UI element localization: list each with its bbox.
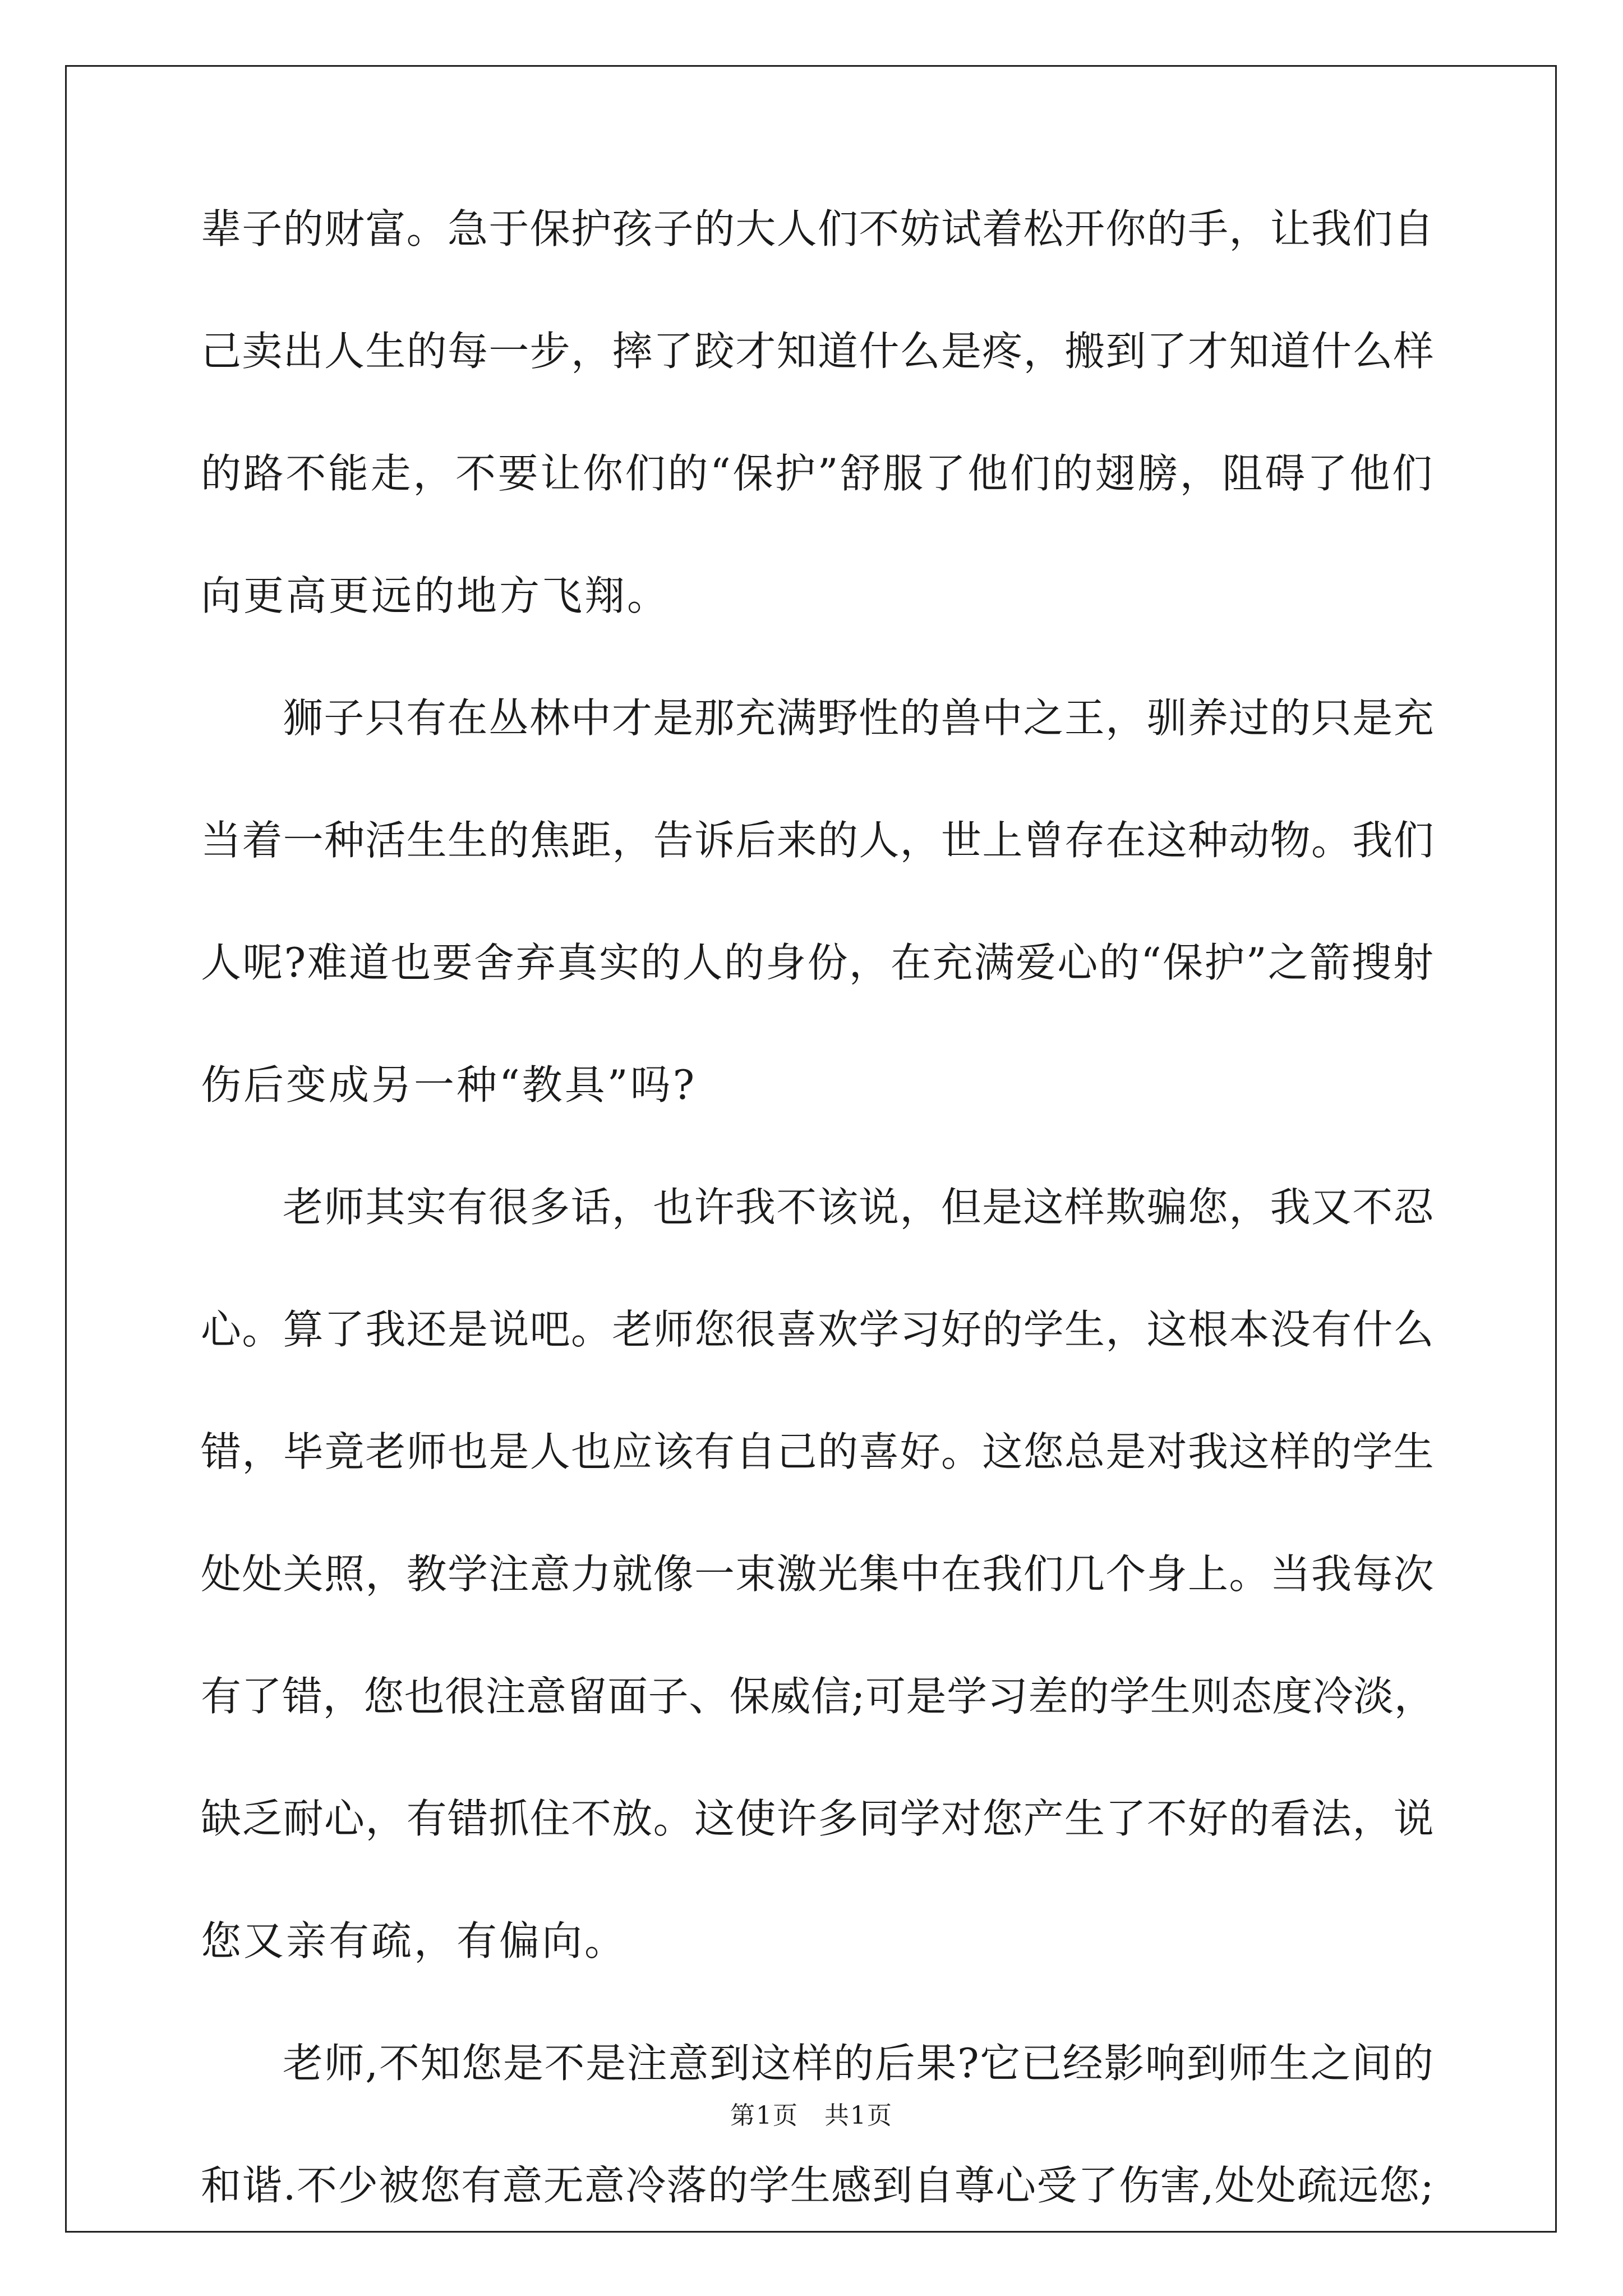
text-line: 己卖出人生的每一步，摔了跤才知道什么是疼，搬到了才知道什么样 [201, 331, 1435, 375]
paragraph-2 [201, 698, 1435, 1187]
page-number-footer: 第1页 共1页 [730, 2101, 893, 2130]
text-line: 心。算了我还是说吧。老师您很喜欢学习好的学生，这根本没有什么 [201, 1309, 1435, 1353]
paragraph-1 [201, 209, 1435, 698]
text-line: 狮子只有在丛林中才是那充满野性的兽中之王，驯养过的只是充 [283, 698, 1435, 742]
text-line: 和谐.不少被您有意无意冷落的学生感到自尊心受了伤害,处处疏远您; [201, 2165, 1435, 2209]
text-line: 老师其实有很多话，也许我不该说，但是这样欺骗您，我又不忍 [283, 1187, 1435, 1231]
text-line: 您又亲有疏，有偏向。 [201, 1921, 628, 1964]
text-line: 伤后变成另一种“教具”吗? [201, 1065, 697, 1108]
paragraph-3 [201, 1187, 1435, 2043]
paragraph-4 [201, 2043, 1435, 2288]
text-line: 辈子的财富。急于保护孩子的大人们不妨试着松开你的手，让我们自 [201, 209, 1435, 252]
text-line: 的路不能走，不要让你们的“保护”舒服了他们的翅膀，阻碍了他们 [201, 453, 1435, 497]
text-line: 向更高更远的地方飞翔。 [201, 576, 670, 619]
text-line: 有了错，您也很注意留面子、保威信;可是学习差的学生则态度冷淡， [201, 1676, 1435, 1720]
text-line: 当着一种活生生的焦距，告诉后来的人，世上曾存在这种动物。我们 [201, 820, 1435, 864]
text-line: 缺乏耐心，有错抓住不放。这使许多同学对您产生了不好的看法，说 [201, 1798, 1435, 1842]
text-line: 处处关照，教学注意力就像一束激光集中在我们几个身上。当我每次 [201, 1554, 1435, 1598]
text-line: 人呢?难道也要舍弃真实的人的身份，在充满爱心的“保护”之箭搜射 [201, 942, 1435, 986]
text-line: 错，毕竟老师也是人也应该有自己的喜好。这您总是对我这样的学生 [201, 1432, 1435, 1475]
document-body [201, 209, 1435, 2288]
text-line: 老师,不知您是不是注意到这样的后果?它已经影响到师生之间的 [283, 2043, 1435, 2087]
